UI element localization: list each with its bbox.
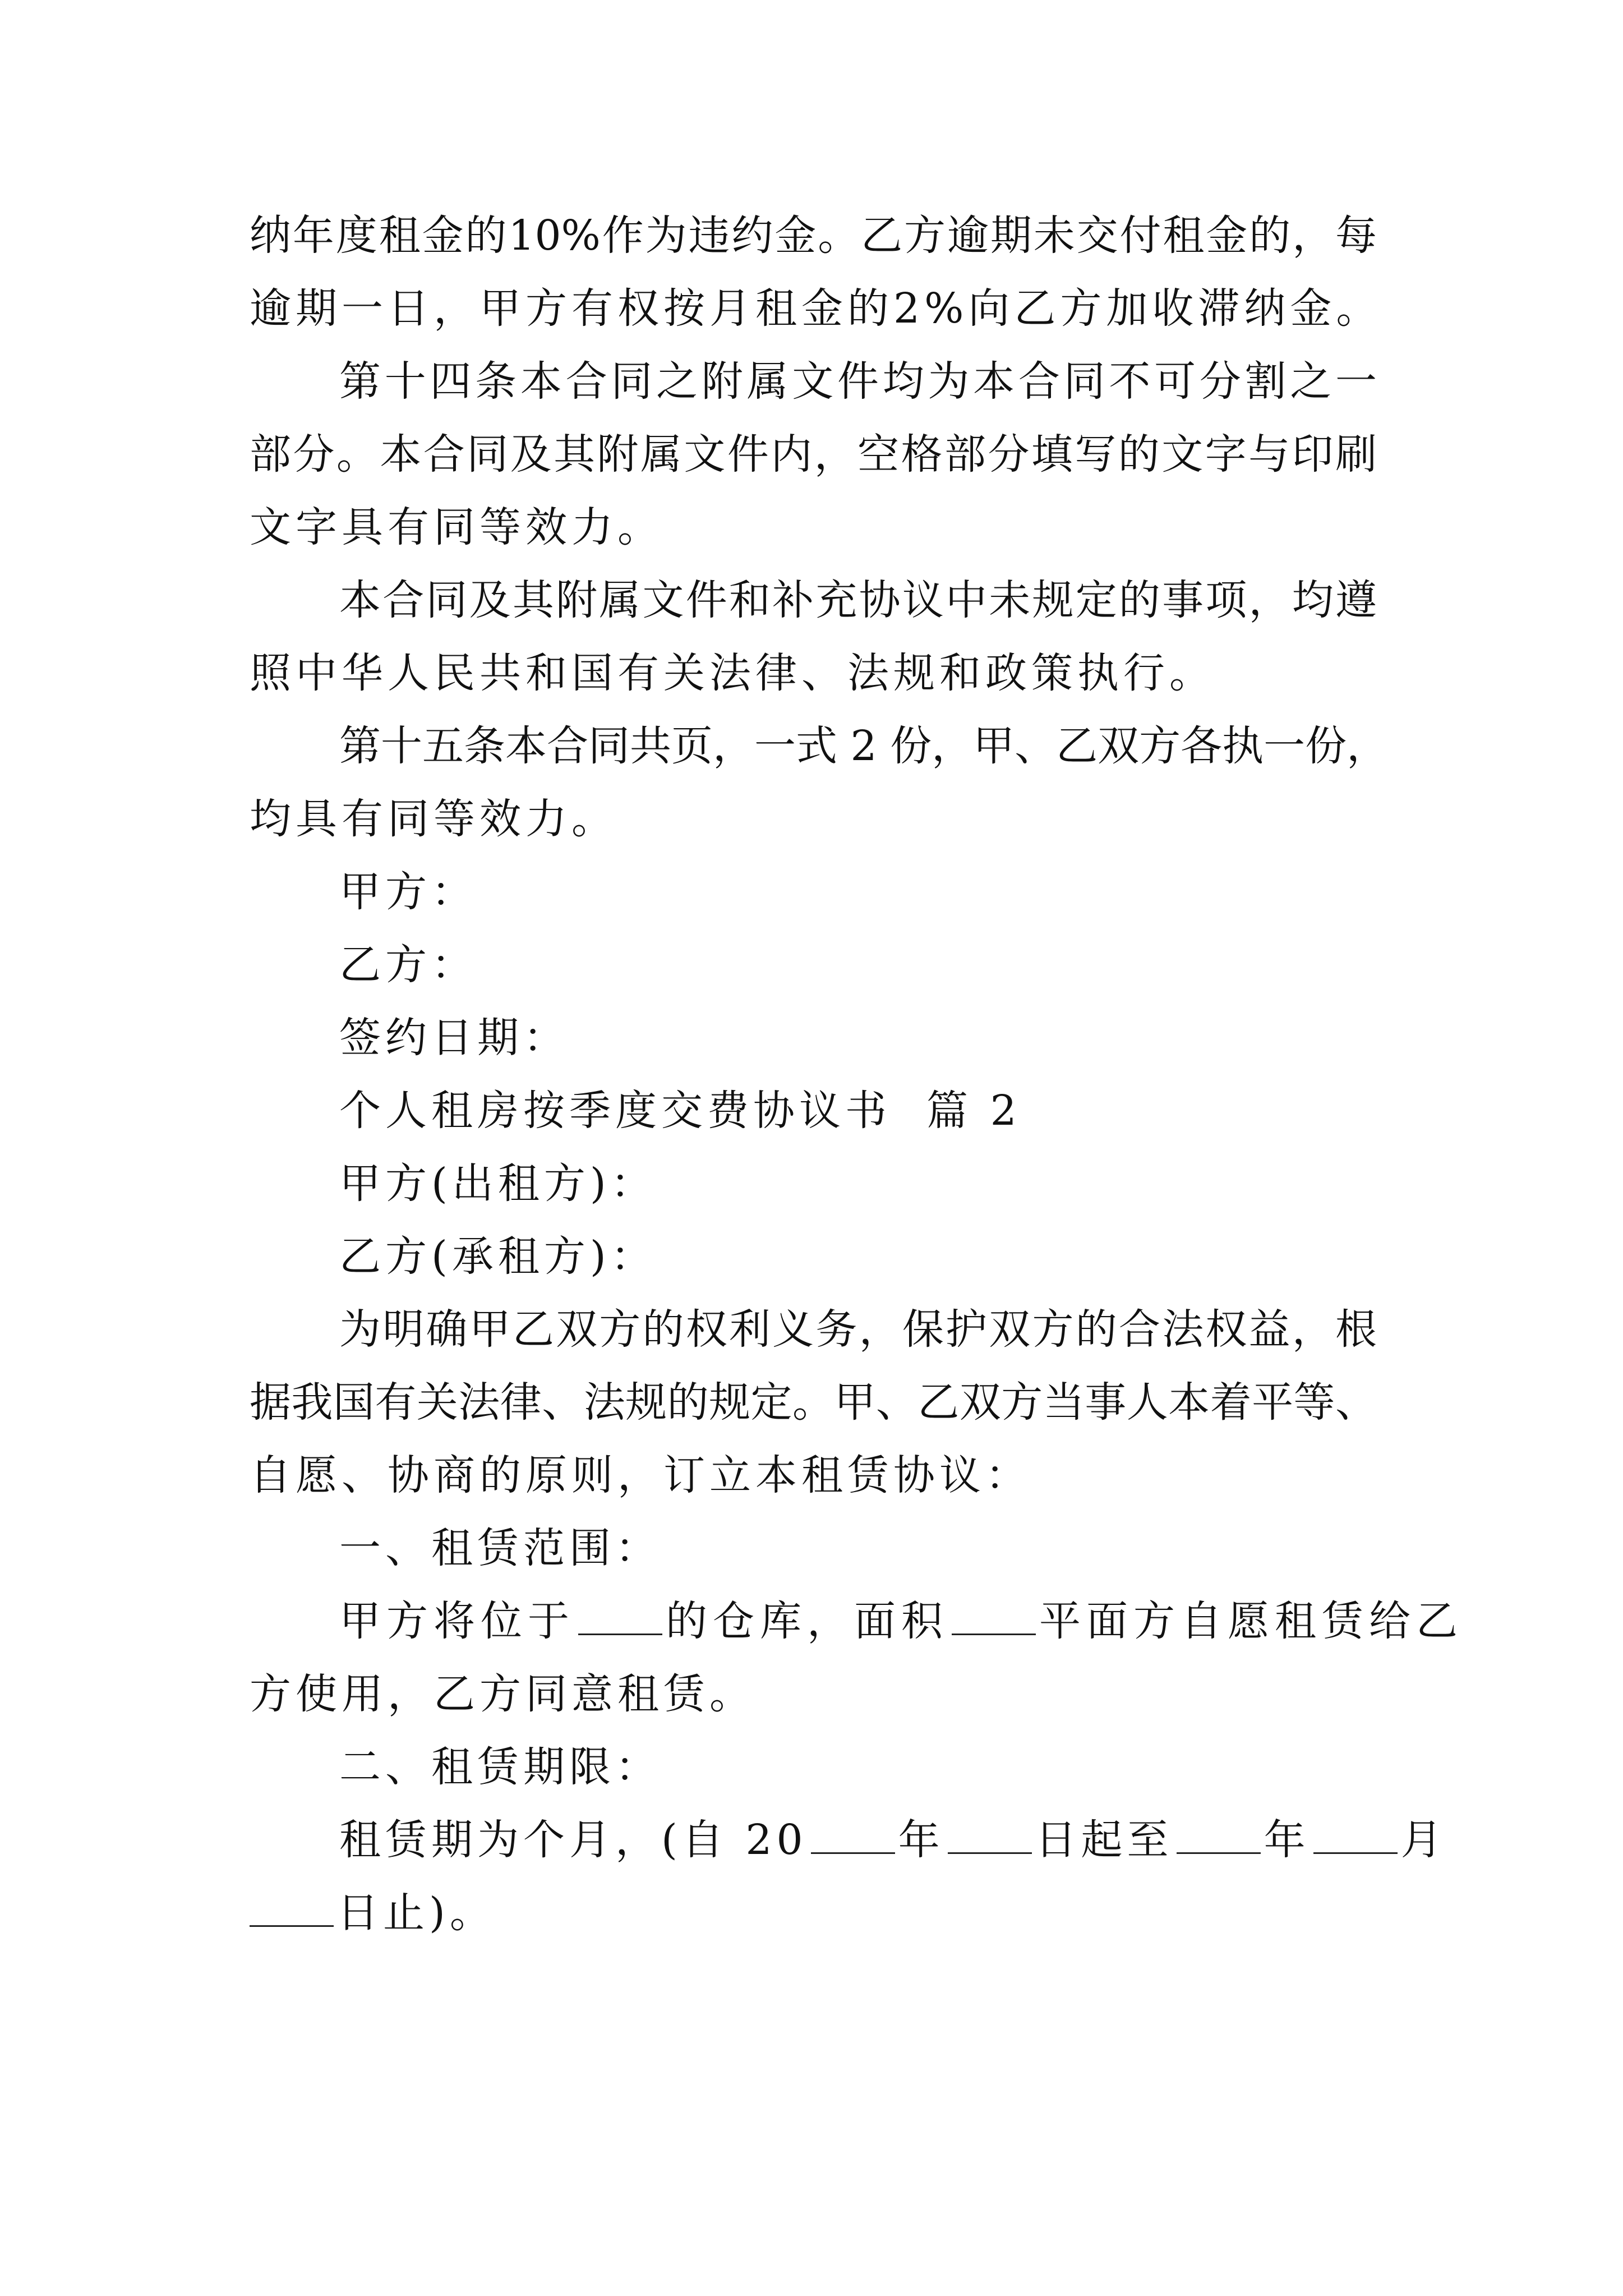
paragraph-line: 纳年度租金的10%作为违约金。乙方逾期未交付租金的，每 <box>250 211 1377 260</box>
term-text: 年 <box>1264 1816 1310 1864</box>
article-14-line: 文字具有同等效力。 <box>250 503 663 551</box>
article-14b-line: 本合同及其附属文件和补充协议中未规定的事项，均遵 <box>339 576 1377 624</box>
scope-text: 甲方将位于 <box>339 1597 575 1645</box>
sign-date-label: 签约日期： <box>339 1014 569 1062</box>
scope-heading: 一、租赁范围： <box>339 1524 661 1572</box>
party-b-label: 乙方： <box>339 941 477 989</box>
scope-line <box>339 1593 1463 1649</box>
location-blank <box>578 1598 662 1635</box>
end-month-blank <box>1313 1816 1398 1854</box>
end-year-blank <box>1177 1816 1261 1854</box>
lessee-label: 乙方(承租方)： <box>339 1232 657 1281</box>
term-text: 日止)。 <box>337 1889 496 1937</box>
article-14b-line: 照中华人民共和国有关法律、法规和政策执行。 <box>250 649 1215 697</box>
area-blank <box>952 1598 1036 1635</box>
term-text: 日起至 <box>1035 1816 1173 1864</box>
end-day-blank <box>250 1889 334 1927</box>
section-title: 个人租房按季度交费协议书 篇 2 <box>339 1087 1021 1135</box>
term-text: 租赁期为个月，(自 20 <box>339 1816 808 1864</box>
scope-text: 平面方自愿租赁给乙 <box>1039 1597 1463 1645</box>
term-heading: 二、租赁期限： <box>339 1743 661 1791</box>
article-14-line: 第十四条本合同之附属文件均为本合同不可分割之一 <box>339 357 1377 406</box>
intro-line: 为明确甲乙双方的权利义务，保护双方的合法权益，根 <box>339 1305 1377 1354</box>
term-line <box>339 1812 1447 1868</box>
party-a-label: 甲方： <box>339 868 477 916</box>
term-text: 月 <box>1400 1816 1447 1864</box>
scope-line: 方使用，乙方同意租赁。 <box>250 1670 755 1718</box>
start-day-blank <box>948 1816 1032 1854</box>
intro-line: 据我国有关法律、法规的规定。甲、乙双方当事人本着平等、 <box>250 1378 1377 1427</box>
article-14-line: 部分。本合同及其附属文件内，空格部分填写的文字与印刷 <box>250 430 1377 478</box>
term-line <box>250 1885 496 1941</box>
intro-line: 自愿、协商的原则，订立本租赁协议： <box>250 1451 1031 1499</box>
scope-text: 的仓库，面积 <box>666 1597 948 1645</box>
lessor-label: 甲方(出租方)： <box>339 1159 657 1208</box>
paragraph-line: 逾期一日，甲方有权按月租金的2%向乙方加收滞纳金。 <box>250 284 1382 333</box>
article-15-line: 均具有同等效力。 <box>250 795 617 843</box>
article-15-line: 第十五条本合同共页，一式 2 份，甲、乙双方各执一份， <box>339 722 1389 770</box>
term-text: 年 <box>898 1816 944 1864</box>
start-year-blank <box>811 1816 895 1854</box>
